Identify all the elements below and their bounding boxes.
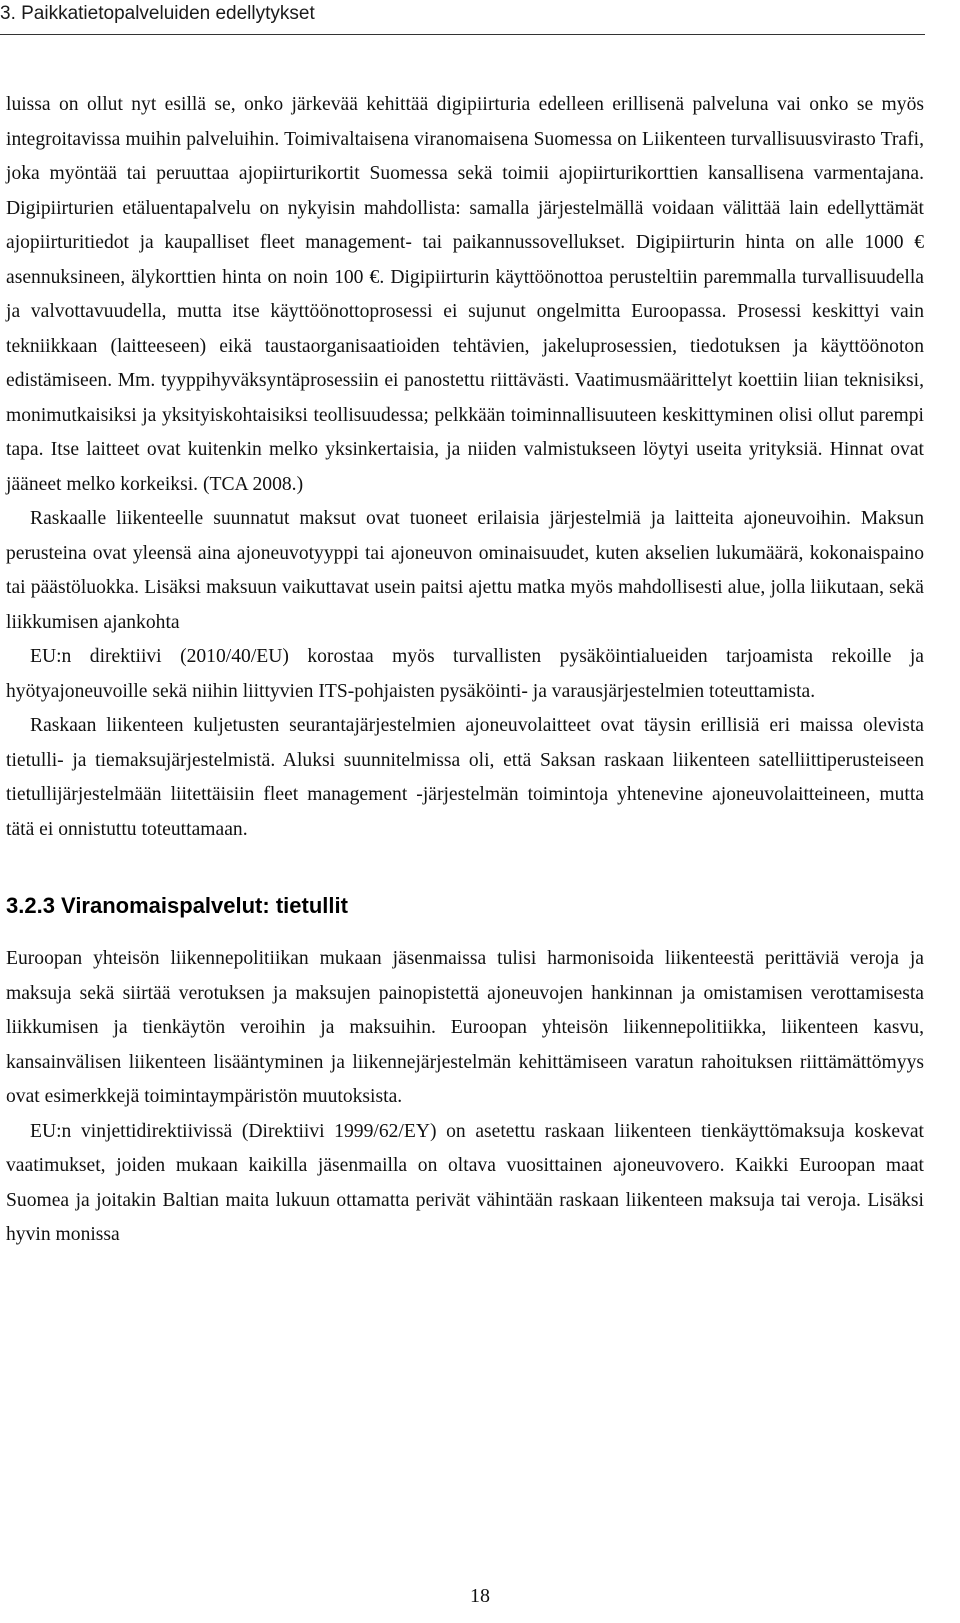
body-paragraph: EU:n direktiivi (2010/40/EU) korostaa myös turvallisten pysäköintialueiden tarjoamista rekoille ja hyötyajoneuvoille sekä niihin liittyvien ITS-pohjaisten pysäköinti- ja varausjärjestelmien toteuttamista. [6, 646, 924, 702]
body-paragraph: Raskaan liikenteen kuljetusten seurantajärjestelmien ajoneuvolaitteet ovat täysin erillisiä eri maissa olevista tietulli- ja tiemaksujärjestelmistä. Aluksi suunnitelmissa oli, että Saksan raskaan liikenteen satelliittiperusteiseen tietullijärjestelmään liitettäisiin fleet management -järjestelmän toimintoja yhtenevine ajoneuvolaitteineen, mutta tätä ei onnistuttu toteuttamaan. [6, 715, 924, 840]
body-paragraph: Euroopan yhteisön liikennepolitiikan mukaan jäsenmaissa tulisi harmonisoida liikenteestä perittäviä veroja ja maksuja sekä siirtää verotuksen ja maksujen painopistettä ajoneuvojen hankinnan ja omistamisen verottamisesta liikkumisen ja tienkäytön veroihin ja maksuihin. Euroopan yhteisön liikennepolitiikka, liikenteen kasvu, kansainvälisen liikenteen lisääntyminen ja liikennejärjestelmän kehittämiseen varatun rahoituksen riittämättömyys ovat esimerkkejä toimintaympäristön muutoksista. [6, 948, 924, 1107]
page-number: 18 [470, 1585, 490, 1607]
body-paragraph-continued: luissa on ollut nyt esillä se, onko järkevää kehittää digipiirturia edelleen erillisenä palveluna vai onko se myös integroitavissa muihin palveluihin. Toimivaltaisena viranomaisena Suomessa on Liikenteen turvallisuusvirasto Trafi, joka myöntää tai peruuttaa ajopiirturikortit Suomessa sekä toimii ajopiirturikorttien kansallisena varmentajana. Digipiirturien etäluentapalvelu on nykyisin mahdollista: samalla järjestelmällä voidaan välittää lain edellyttämät ajopiirturitiedot ja kaupalliset fleet management- tai paikannussovellukset. Digipiirturin hinta on alle 1000 € asennuksineen, älykorttien hinta on noin 100 €. Digipiirturin käyttöönottoa perusteltiin paremmalla turvallisuudella ja valvottavuudella, mutta itse käyttöönottoprosessi ei sujunut ongelmitta Euroopassa. Prosessi keskittyi vain tekniikkaan (laitteeseen) eikä taustaorganisaatioiden tehtävien, jakeluprosessien, tiedotuksen ja käyttöönoton edistämiseen. Mm. tyyppihyväksyntäprosessiin ei panostettu riittävästi. Vaatimusmäärittelyt koettiin liian teknisiksi, monimutkaisiksi ja yksityiskohtaisiksi teollisuudessa; pelkkään toiminnallisuuteen keskittyminen olisi ollut parempi tapa. Itse laitteet ovat kuitenkin melko yksinkertaisia, ja niiden valmistukseen löytyi useita yrityksiä. Hinnat ovat jääneet melko korkeiksi. (TCA 2008.) [6, 94, 924, 495]
section-heading: 3.2.3 Viranomaispalvelut: tietullit [6, 893, 348, 918]
body-paragraph: EU:n vinjettidirektiivissä (Direktiivi 1999/62/EY) on asetettu raskaan liikenteen tienkäyttömaksuja koskevat vaatimukset, joiden mukaan kaikilla jäsenmailla on oltava vuosittainen ajoneuvovero. Kaikki Euroopan maat Suomea ja joitakin Baltian maita lukuun ottamatta perivät vähintään raskaan liikenteen maksuja tai veroja. Lisäksi hyvin monissa [6, 1120, 924, 1245]
document-body [6, 88, 924, 1253]
body-paragraph: Raskaalle liikenteelle suunnatut maksut ovat tuoneet erilaisia järjestelmiä ja laitteita ajoneuvoihin. Maksun perusteina ovat yleensä aina ajoneuvotyyppi tai ajoneuvon ominaisuudet, kuten akselien lukumäärä, kokonaispaino tai päästöluokka. Lisäksi maksuun vaikuttavat usein paitsi ajettu matka myös mahdollisesti alue, jolla liikutaan, sekä liikkumisen ajankohta [6, 508, 924, 633]
running-header-chapter-title: 3. Paikkatietopalveluiden edellytykset [0, 3, 315, 24]
header-divider [0, 34, 925, 35]
